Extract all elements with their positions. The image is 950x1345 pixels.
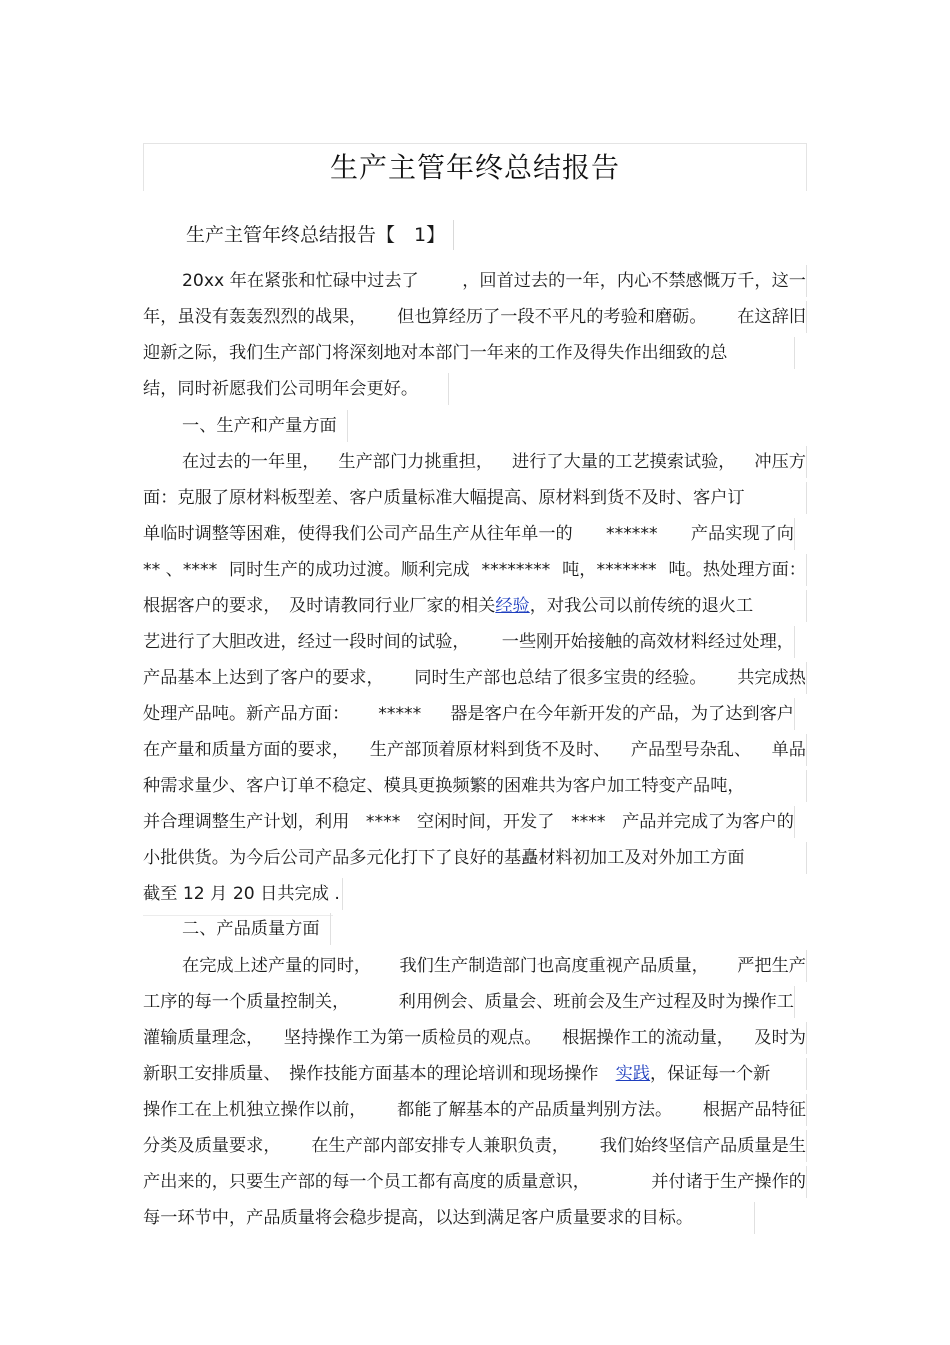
text-segment: 产出来的，只要生产部的每一个员工都有高度的质量意识， — [143, 1172, 590, 1192]
text-segment: 结，同时祈愿我们公司明年会更好。 — [143, 379, 419, 399]
text-segment: 在过去的一年里， — [182, 452, 320, 472]
text-segment: ****** — [606, 524, 658, 544]
text-line — [143, 373, 449, 405]
text-segment: 生产部门力挑重担， — [338, 452, 494, 472]
text-segment: 共完成热 — [737, 668, 806, 688]
text-segment: 分类及质量要求， — [143, 1136, 281, 1156]
text-line — [143, 842, 807, 874]
text-segment: 并合理调整生产计划，利用 — [143, 812, 350, 832]
text-line — [143, 590, 807, 622]
text-segment: 吨，******* — [562, 560, 657, 580]
text-segment: 操作工在上机独立操作以前， — [143, 1100, 367, 1120]
text-segment: 我们始终坚信产品质量是生 — [599, 1136, 806, 1156]
text-segment: 同时生产的成功过渡。顺利完成 — [229, 560, 470, 580]
text-line — [143, 1022, 807, 1054]
document-title: 生产主管年终总结报告 — [329, 151, 620, 184]
text-segment: 坚持操作工为第一质检员的观点。 — [283, 1028, 542, 1048]
text-line — [143, 1094, 807, 1126]
text-line — [143, 626, 795, 658]
text-segment: 艺进行了大胆改进，经过一段时间的试验， — [143, 632, 470, 652]
text-segment: 单临时调整等困难，使得我们公司产品生产从往年单一的 — [143, 524, 573, 544]
text-line — [143, 770, 807, 802]
text-segment: 在产量和质量方面的要求， — [143, 740, 350, 760]
keyword-link[interactable]: 实践 — [615, 1064, 651, 1084]
text-segment: **** — [571, 812, 606, 832]
text-segment: 在完成上述产量的同时， — [182, 956, 372, 976]
text-segment: 截至 12 月 20 日共完成 . — [143, 884, 340, 904]
keyword-link[interactable]: 经验 — [495, 596, 530, 616]
text-segment: 迎新之际，我们生产部门将深刻地对本部门一年来的工作及得失作出细致的总 — [143, 343, 728, 363]
text-segment: ，保证每一个新 — [650, 1064, 771, 1084]
text-segment: 小批供货。为今后公司产品多元化打下了良好的基矗材料初加工及对外加工方面 — [143, 848, 745, 868]
text-segment: ，对我公司以前传统的退火工 — [529, 596, 754, 616]
text-line — [143, 698, 795, 730]
text-line — [143, 446, 807, 478]
text-segment: ******** — [481, 560, 551, 580]
text-segment: 根据客户的要求， 及时请教同行业厂家的相关 — [143, 596, 496, 616]
text-line — [143, 986, 795, 1018]
text-segment: 空闲时间，开发了 — [416, 812, 555, 832]
text-line — [143, 554, 807, 586]
text-segment: 并付诸于生产操作的 — [651, 1172, 806, 1192]
text-segment: ** 、**** — [143, 560, 218, 580]
text-segment: 但也算经历了一段不平凡的考验和磨砺。 — [397, 307, 707, 327]
text-segment: 一些刚开始接触的高效材料经过处理， — [501, 632, 794, 652]
text-segment: 单品 — [771, 740, 806, 760]
text-segment: 器是客户在今年新开发的产品，为了达到客户 — [450, 704, 794, 724]
text-line — [143, 950, 807, 982]
text-segment: 产品型号杂乱、 — [630, 740, 752, 760]
text-segment: 产品实现了向 — [690, 524, 794, 544]
text-line — [143, 518, 795, 550]
text-segment: 利用例会、质量会、班前会及生产过程及时为操作工 — [398, 992, 794, 1012]
text-segment: 及时为 — [754, 1028, 806, 1048]
text-segment: 年，虽没有轰轰烈烈的战果， — [143, 307, 367, 327]
text-line — [143, 806, 795, 838]
text-segment: 种需求量少、客户订单不稳定、模具更换频繁的困难共为客户加工特变产品吨， — [143, 776, 745, 796]
text-line — [143, 662, 807, 694]
text-segment: 20xx 年在紧张和忙碌中过去了 — [182, 271, 419, 291]
text-segment: 根据产品特征 — [702, 1100, 806, 1120]
text-segment: 生产部顶着原材料到货不及时、 — [369, 740, 611, 760]
text-segment: **** — [365, 812, 401, 832]
text-segment: 进行了大量的工艺摸索试验， — [512, 452, 736, 472]
text-line — [143, 265, 807, 297]
text-segment: 都能了解基本的产品质量判别方法。 — [397, 1100, 673, 1120]
text-segment: 在生产部内部安排专人兼职负责， — [311, 1136, 570, 1156]
text-segment: 我们生产制造部门也高度重视产品质量， — [399, 956, 709, 976]
text-segment: 根据操作工的流动量， — [562, 1028, 734, 1048]
text-segment: 新职工安排质量、 操作技能方面基本的理论培训和现场操作 — [143, 1064, 616, 1084]
text-line — [143, 734, 807, 766]
text-line — [143, 482, 807, 514]
text-segment: 吨。热处理方面： — [668, 560, 806, 580]
text-segment: 同时生产部也总结了很多宝贵的经验。 — [414, 668, 707, 688]
text-segment: 灌输质量理念， — [143, 1028, 264, 1048]
text-line — [143, 1166, 807, 1198]
text-line — [143, 1130, 807, 1162]
text-line — [143, 1058, 807, 1090]
text-segment: 产品并完成了为客户的 — [622, 812, 794, 832]
section-heading-quality: 二、产品质量方面 — [182, 913, 331, 945]
section-subtitle: 生产主管年终总结报告【 1】 — [186, 220, 454, 250]
text-segment: 冲压方 — [754, 452, 806, 472]
text-segment: ***** — [378, 704, 422, 724]
text-line — [143, 337, 795, 369]
text-segment: 在这辞旧 — [737, 307, 806, 327]
text-segment: 严把生产 — [737, 956, 806, 976]
text-line — [143, 878, 343, 910]
text-line — [143, 301, 807, 333]
text-segment: 面：克服了原材料板型差、客户质量标准大幅提高、原材料到货不及时、客户订 — [143, 488, 745, 508]
text-segment: 每一环节中，产品质量将会稳步提高，以达到满足客户质量要求的目标。 — [143, 1208, 694, 1228]
text-segment: 工序的每一个质量控制关， — [143, 992, 350, 1012]
text-segment: ，回首过去的一年，内心不禁感慨万千，这一 — [462, 271, 806, 291]
text-line — [143, 1202, 755, 1234]
text-segment: 处理产品吨。新产品方面： — [143, 704, 350, 724]
text-segment: 产品基本上达到了客户的要求， — [143, 668, 384, 688]
section-heading-production: 一、生产和产量方面 — [182, 410, 348, 442]
